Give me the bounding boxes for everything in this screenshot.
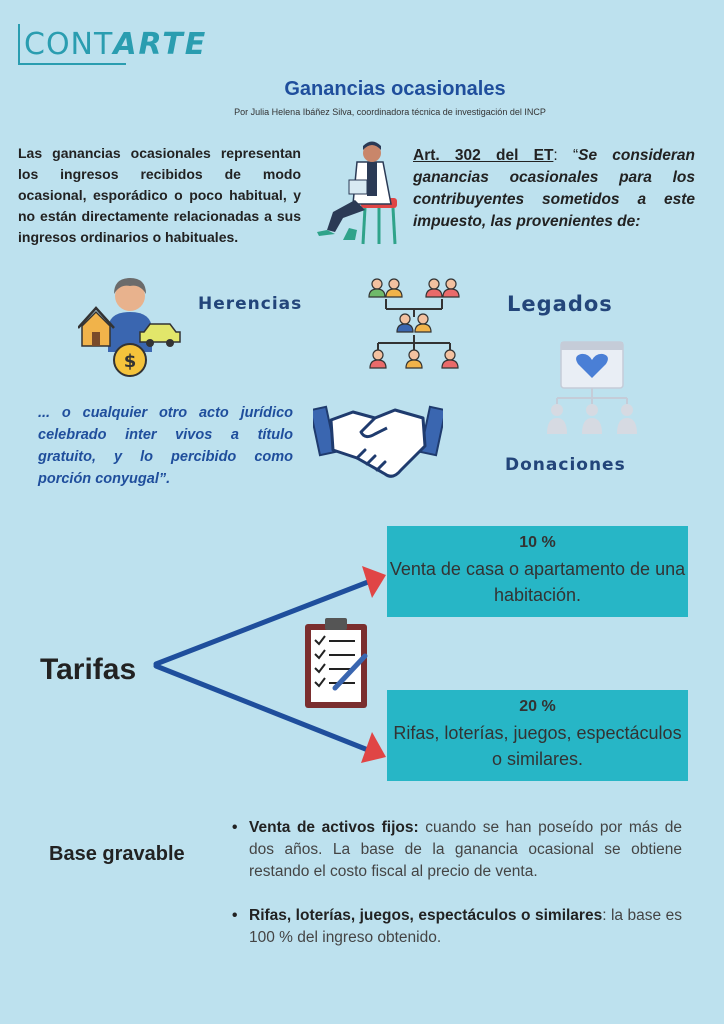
article-302-text [413,145,695,233]
article-body: Se consideran ganancias ocasionales para los contribuyentes sometidos a este impuesto, las provenientes de: [413,147,695,230]
category-legados: Legados [507,292,613,316]
page-subtitle: Por Julia Helena Ibáñez Silva, coordinadora técnica de investigación del INCP [234,107,546,117]
person-reading-icon [313,140,405,246]
legal-quote: ... o cualquier otro acto jurídico celebrado inter vivos a título gratuito, y lo percibido como porción conyugal”. [38,405,293,487]
contarte-logo [18,24,207,64]
bullet-dot: • [232,819,238,836]
list-item-title: Rifas, loterías, juegos, espectáculos o similares [249,907,603,924]
list-item-text [249,817,682,883]
logo-text [24,26,207,64]
rate-box-20 [387,690,688,781]
article-separator: : “ [553,147,579,164]
article-reference: Art. 302 del ET [413,147,554,164]
page-title: Ganancias ocasionales [284,78,506,100]
rate-description: Venta de casa o apartamento de una habitación. [389,559,686,605]
list-item-body: cuando se han poseído por más de dos años. La base de la ganancia ocasional se obtiene restando el costo fiscal al precio de venta. [249,819,682,880]
family-tree-icon [364,275,464,373]
list-item-body: : la base es 100 % del ingreso obtenido. [249,907,682,946]
svg-text:$: $ [123,351,137,372]
clipboard-checklist-icon [303,616,375,712]
logo-text-arte: ARTE [113,27,208,62]
logo-underline [18,63,126,65]
list-item-title: Venta de activos fijos: [249,819,419,836]
handshake-icon [313,398,443,488]
rate-percent: 20 % [519,698,556,715]
rate-box-10 [387,526,688,617]
donation-heart-icon [543,340,641,438]
logo-text-cont: CONT [24,27,114,62]
rate-percent: 10 % [519,534,556,551]
list-item-text [249,905,682,949]
rate-description: Rifas, loterías, juegos, espectáculos o similares. [393,723,682,769]
bullet-dot: • [232,907,238,924]
category-herencias: Herencias [198,294,303,314]
logo-bar [18,24,20,64]
category-donaciones: Donaciones [505,455,626,475]
base-gravable-list [232,817,682,971]
list-item [232,905,682,949]
list-item [232,817,682,883]
tarifas-label: Tarifas [40,653,137,686]
heir-with-assets-icon [78,272,182,378]
base-gravable-label: Base gravable [49,843,185,865]
intro-paragraph: Las ganancias ocasionales representan los ingresos recibidos de modo ocasional, esporádico o poco habitual, y no están directamente relacionadas a sus ingresos ordinarios o habituales. [18,145,301,245]
